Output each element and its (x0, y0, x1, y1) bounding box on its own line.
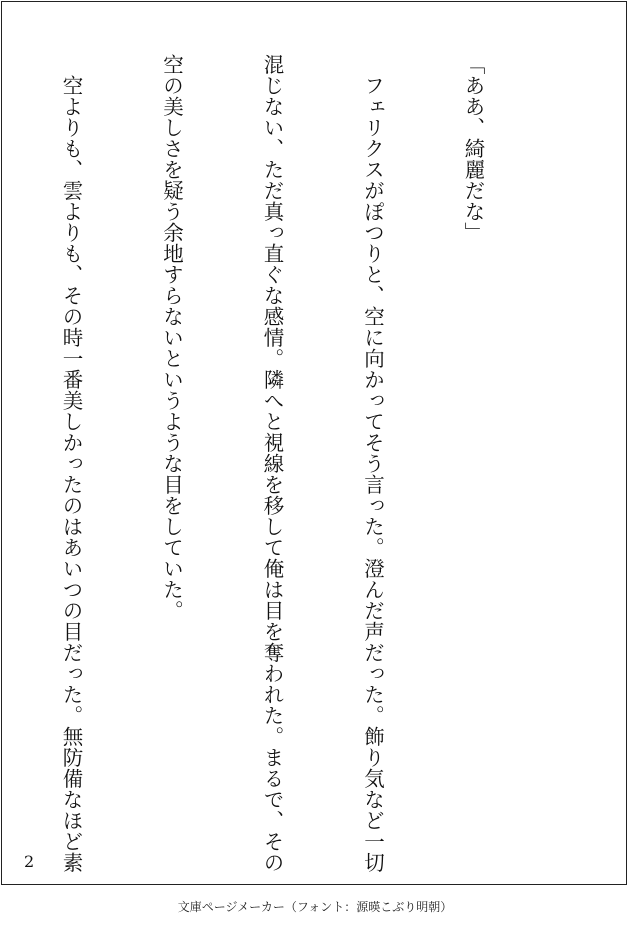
page-number: 2 (24, 852, 35, 871)
vertical-body-text (0, 54, 556, 873)
text-line: 空よりも、雲よりも、その時一番美しかったのはあいつの目だった。無防備なほど素 (59, 54, 83, 873)
text-line: 「ああ、綺麗だな」 (461, 54, 485, 243)
text-line: 空の美しさを疑う余地すらないというような目をしていた。 (159, 54, 184, 621)
footer-credit: 文庫ページメーカー（フォント：源暎こぶり明朝） (177, 900, 453, 914)
text-line: 混じない、ただ真っ直ぐな感情。隣へと視線を移して俺は目を奪われた。まるで、その (260, 54, 284, 873)
page-frame (1, 1, 627, 885)
text-line: フェリクスがぽつりと、空に向かってそう言った。澄んだ声だった。飾り気など一切 (360, 54, 385, 873)
